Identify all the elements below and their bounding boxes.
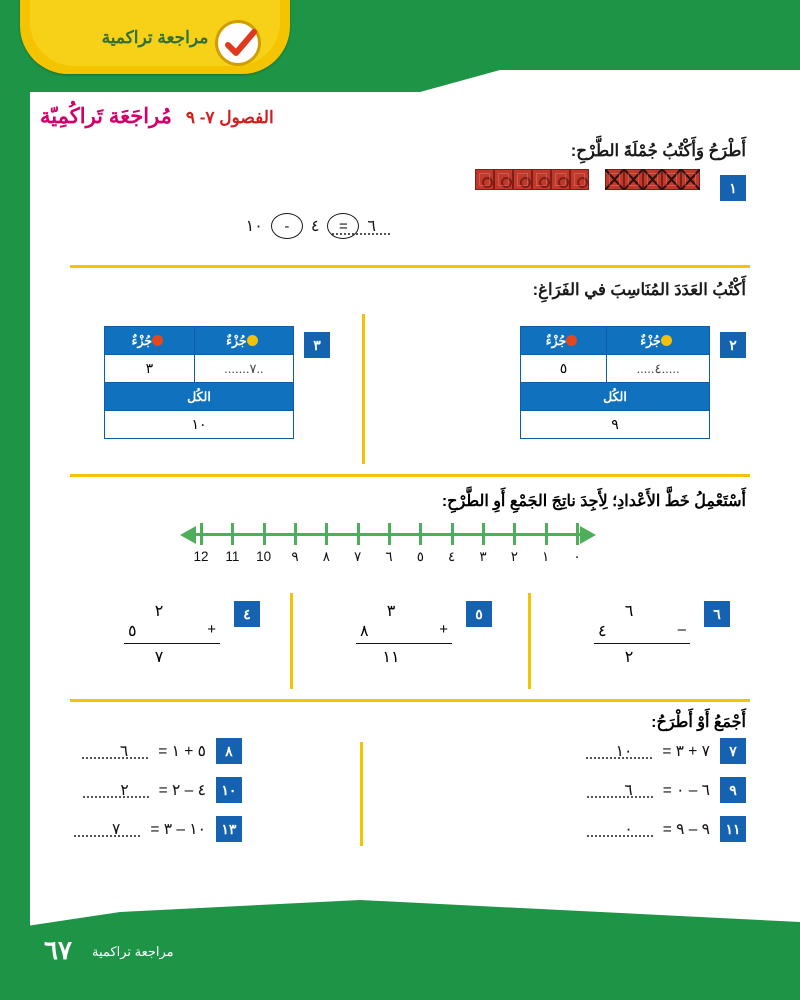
- plain-cube-rod: [475, 169, 589, 190]
- equation-expression: ٧ + ٣ =: [662, 742, 710, 760]
- part-part-whole-section: [40, 304, 780, 474]
- page-subtitle: الفصول ٧- ٩: [185, 108, 274, 127]
- table-header-part-right: جُزْءٌ: [105, 327, 195, 355]
- equation-row: [616, 816, 746, 842]
- question-badge: ١٠: [216, 777, 242, 803]
- number-line-tick: [482, 523, 485, 545]
- question-badge: ١٣: [216, 816, 242, 842]
- number-line-label: 11: [225, 549, 240, 564]
- footer-label: مراجعة تراكمية: [92, 944, 174, 959]
- number-line-tick: [545, 523, 548, 545]
- yellow-circle-icon: [661, 335, 672, 346]
- yellow-circle-icon: [247, 335, 258, 346]
- vertical-sum-body: [124, 601, 220, 667]
- number-line-label: ٨: [322, 549, 330, 564]
- equations-column-right: [616, 738, 746, 855]
- q1-right-number: ٤: [310, 218, 320, 235]
- number-line-label: ٣: [479, 549, 487, 564]
- section-divider: [70, 265, 750, 268]
- left-green-band: [0, 0, 30, 1000]
- base-ten-blocks: [475, 169, 700, 190]
- table-cell-part-left[interactable]: ..٧.......: [194, 355, 293, 383]
- equation-expression: ١٠ – ٣ =: [150, 820, 206, 838]
- table-cell-whole: ١٠: [105, 411, 294, 439]
- addend-bottom-row: [356, 621, 452, 644]
- number-line-tick: [357, 523, 360, 545]
- cube-crossed: [662, 169, 681, 190]
- number-line-label: 10: [256, 549, 272, 564]
- equations-section: [40, 738, 780, 868]
- equation-expression: ٩ – ٩ =: [662, 820, 710, 838]
- question-badge: ٦: [704, 601, 730, 627]
- equation-answer: ٠: [624, 820, 633, 838]
- table-header-part-left: جُزْءٌ: [194, 327, 293, 355]
- number-line-label: 12: [193, 549, 209, 564]
- q1-operator-circle[interactable]: -: [271, 213, 303, 239]
- table-cell-part-right: ٥: [521, 355, 607, 383]
- question-badge: ٩: [720, 777, 746, 803]
- numline-instruction: أَسْتَعْمِلُ خَطَّ الأَعْدادِ؛ لِأَجِدَ ناتِجَ الجَمْعِ أَوِ الطَّرْحِ:: [441, 493, 746, 510]
- number-line-tick: [451, 523, 454, 545]
- number-line-label: ١: [542, 549, 550, 564]
- q1-instruction: أَطْرَحُ وَأَكْتُبُ جُمْلَةَ الطَّرْحِ:: [570, 142, 746, 160]
- question-badge: ٨: [216, 738, 242, 764]
- question-badge: ٤: [234, 601, 260, 627]
- table-header-whole: الكُل: [105, 383, 294, 411]
- question-badge: ٣: [304, 332, 330, 358]
- red-circle-icon: [566, 335, 577, 346]
- equation-answer-blank[interactable]: [74, 821, 140, 837]
- addend-top: ٦: [624, 603, 634, 620]
- red-circle-icon: [152, 335, 163, 346]
- equation-row: [616, 738, 746, 764]
- crossed-cube-rod: [605, 169, 700, 190]
- eq-instruction: أَجْمَعُ أَوْ أَطْرَحُ:: [651, 714, 746, 731]
- addend-bottom-row: [124, 621, 220, 644]
- number-line-label: ٢: [510, 549, 518, 564]
- worksheet-content: [40, 96, 780, 868]
- question-badge: ٧: [720, 738, 746, 764]
- sum-result[interactable]: ٧: [154, 649, 164, 666]
- operator: +: [439, 621, 448, 638]
- number-line-tick: [231, 523, 234, 545]
- number-line-tick: [294, 523, 297, 545]
- equation-expression: ٥ + ١ =: [158, 742, 206, 760]
- page-title: مُراجَعَة تَراكُمِيّة: [40, 105, 172, 128]
- addend-bottom: ٨: [360, 623, 369, 640]
- operator: +: [207, 621, 216, 638]
- number-line-tick: [576, 523, 579, 545]
- addend-top: ٢: [154, 603, 164, 620]
- equation-row: [112, 738, 242, 764]
- arrow-left-icon: [180, 526, 196, 544]
- vertical-sums-section: [40, 593, 780, 703]
- operator: –: [677, 621, 686, 638]
- q2-instruction: أَكْتُبُ العَدَدَ المُنَاسِبَ في الفَرَاغِ:: [532, 281, 746, 299]
- equations-column-left: [112, 738, 242, 855]
- vertical-divider: [362, 314, 365, 464]
- cube-crossed: [605, 169, 624, 190]
- page-title-row: [40, 104, 780, 129]
- q1-equation: [246, 213, 390, 239]
- equation-expression: ٤ – ٢ =: [158, 781, 206, 799]
- equation-row: [112, 777, 242, 803]
- number-line-tick: [419, 523, 422, 545]
- number-line-tick: [325, 523, 328, 545]
- cube-crossed: [624, 169, 643, 190]
- cube-crossed: [643, 169, 662, 190]
- cube-plain: [494, 169, 513, 190]
- equation-answer-blank[interactable]: [83, 782, 149, 798]
- number-line-tick: [200, 523, 203, 545]
- question-badge: ٢: [720, 332, 746, 358]
- equation-answer: ٦: [119, 742, 129, 760]
- number-line-label: ٧: [354, 549, 362, 564]
- number-line-tick: [263, 523, 266, 545]
- cube-plain: [513, 169, 532, 190]
- addend-bottom-row: [594, 621, 690, 644]
- table-cell-part-left[interactable]: .....٤.....: [607, 355, 710, 383]
- number-line-label: ٤: [448, 549, 456, 564]
- number-line-label: ٥: [416, 549, 424, 564]
- question-badge: ١: [720, 175, 746, 201]
- question-1: [40, 167, 780, 253]
- number-line-tick: [513, 523, 516, 545]
- equation-answer-blank[interactable]: [587, 782, 653, 798]
- equation-row: [616, 777, 746, 803]
- cube-plain: [570, 169, 589, 190]
- equation-row: [112, 816, 242, 842]
- vertical-sum-body: [356, 601, 452, 667]
- cube-crossed: [681, 169, 700, 190]
- table-cell-whole: ٩: [521, 411, 710, 439]
- table-header-whole: الكُل: [521, 383, 710, 411]
- sum-result[interactable]: ٢: [624, 649, 634, 666]
- q1-answer-hint: ٦: [367, 218, 376, 235]
- vertical-sum-body: [594, 601, 690, 667]
- equation-answer-blank[interactable]: [587, 821, 653, 837]
- question-2: [516, 326, 746, 439]
- chapter-tab-label: مراجعة تراكمية: [101, 28, 209, 47]
- vertical-divider: [528, 593, 531, 689]
- addend-bottom: ٤: [598, 623, 607, 640]
- addend-top: ٣: [386, 603, 396, 620]
- vertical-divider: [290, 593, 293, 689]
- part-part-whole-table: [104, 326, 294, 439]
- question-3: [100, 326, 330, 439]
- question-badge: ١١: [720, 816, 746, 842]
- number-line-label: ٦: [385, 549, 393, 564]
- number-line-label: ٠: [573, 549, 581, 564]
- equation-expression: ٦ – ٠ =: [662, 781, 710, 799]
- equation-answer-blank[interactable]: [82, 743, 148, 759]
- number-line-tick: [388, 523, 391, 545]
- table-header-part-left: جُزْءٌ: [607, 327, 710, 355]
- equation-answer: ٧: [112, 820, 121, 838]
- cube-plain: [532, 169, 551, 190]
- section-divider: [70, 474, 750, 477]
- question-badge: ٥: [466, 601, 492, 627]
- equation-answer: ١٠: [615, 742, 633, 760]
- number-line-label: ٩: [291, 549, 299, 564]
- q1-left-number: ١٠: [245, 218, 263, 235]
- table-cell-part-right: ٣: [105, 355, 195, 383]
- part-part-whole-table: [520, 326, 710, 439]
- addend-bottom: ٥: [128, 623, 137, 640]
- cube-plain: [475, 169, 494, 190]
- table-header-part-right: جُزْءٌ: [521, 327, 607, 355]
- equation-answer: ٦: [624, 781, 633, 799]
- number-line: [40, 515, 780, 587]
- equation-answer: ٢: [120, 781, 129, 799]
- cube-plain: [551, 169, 570, 190]
- check-icon: [215, 20, 261, 66]
- vertical-divider: [360, 742, 363, 846]
- q1-equals-circle[interactable]: =: [327, 213, 359, 239]
- page-number: ٦٧: [44, 935, 72, 965]
- sum-result[interactable]: ١١: [382, 649, 400, 666]
